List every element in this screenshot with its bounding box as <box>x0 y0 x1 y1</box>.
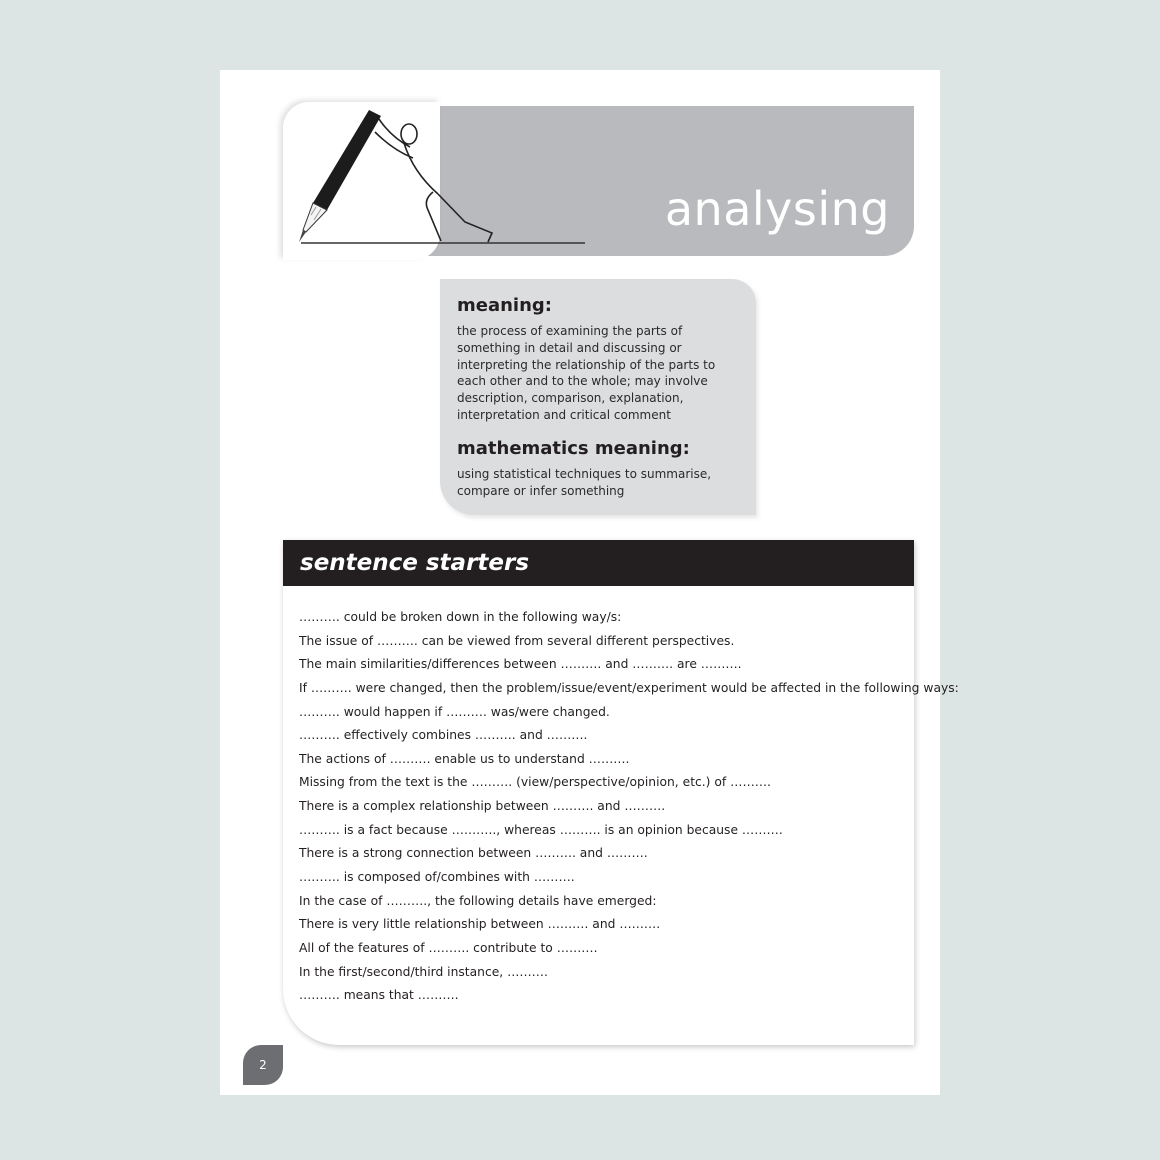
page-title: analysing <box>664 182 890 236</box>
starter-item: The issue of ………. can be viewed from several different perspectives. <box>299 633 735 648</box>
sentence-starters-header <box>283 540 914 586</box>
meaning-heading: meaning: <box>457 295 552 316</box>
starter-item: ………. effectively combines ………. and ………. <box>299 728 588 743</box>
starter-item: ………. is composed of/combines with ………. <box>299 870 575 885</box>
math-meaning-heading: mathematics meaning: <box>457 438 690 459</box>
starter-item: There is a strong connection between ………. and ………. <box>299 846 648 861</box>
starter-item: In the case of ………., the following details have emerged: <box>299 893 657 908</box>
starter-item: There is a complex relationship between ………. and ………. <box>299 799 666 814</box>
page-number-tab <box>243 1045 283 1085</box>
sentence-starters-list <box>299 609 959 1011</box>
starter-item: All of the features of ………. contribute to ………. <box>299 940 598 955</box>
meaning-text: the process of examining the parts of something in detail and discussing or interpreting the relationship of the parts to each other and to the whole; may involve description, comparison, explanation, interpretation and critical comment <box>457 324 716 422</box>
starter-item: In the first/second/third instance, ………. <box>299 964 548 979</box>
starter-item: The main similarities/differences between ………. and ………. are ………. <box>299 657 742 672</box>
sentence-starters-title: sentence starters <box>300 550 530 576</box>
pencil-pushing-figure-icon <box>283 102 593 260</box>
starter-item: There is very little relationship between ………. and ………. <box>299 917 661 932</box>
starter-item: The actions of ………. enable us to understand ………. <box>299 751 630 766</box>
starter-item: ………. would happen if ………. was/were changed. <box>299 704 610 719</box>
sentence-starters-card <box>283 540 959 1045</box>
starter-item: Missing from the text is the ………. (view/perspective/opinion, etc.) of ………. <box>299 775 771 790</box>
math-meaning-text: using statistical techniques to summarise, compare or infer something <box>457 467 712 498</box>
page-number: 2 <box>259 1058 267 1072</box>
starter-item: ………. is a fact because ……….., whereas ………. is an opinion because ………. <box>299 822 783 837</box>
starter-item: ………. could be broken down in the following way/s: <box>299 610 622 624</box>
starter-item: ………. means that ………. <box>299 988 459 1003</box>
starter-item: If ………. were changed, then the problem/issue/event/experiment would be affected in the following ways: <box>299 680 959 695</box>
meaning-box <box>440 279 756 515</box>
